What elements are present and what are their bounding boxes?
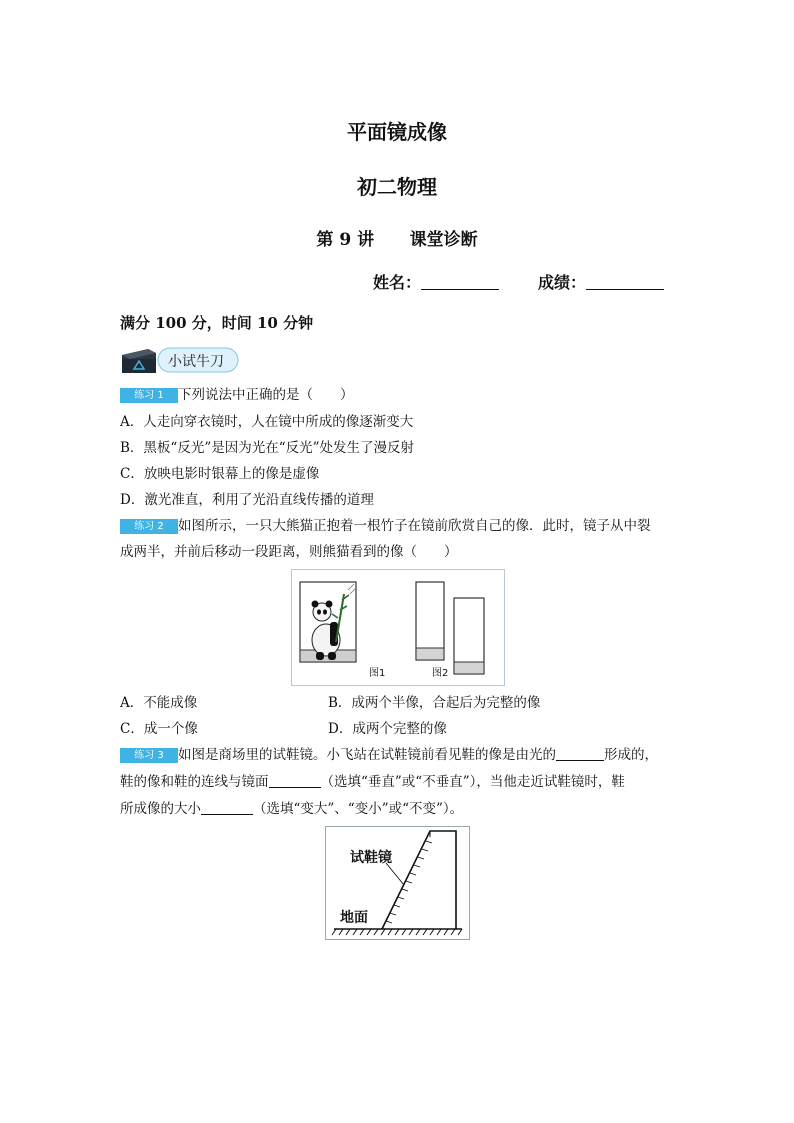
- q3-line2-tail: （选填“垂直”或“不垂直”），当他走近试鞋镜时，鞋: [320, 774, 625, 790]
- q3-line1: [120, 746, 658, 764]
- name-label: 姓名：: [373, 273, 422, 292]
- q1-stem: [120, 386, 354, 404]
- q3-line2: [120, 773, 625, 791]
- ground-label: 地面: [340, 910, 368, 926]
- q2-option-d: D．成两个完整的像: [328, 721, 447, 737]
- page-title: 平面镜成像: [347, 120, 447, 144]
- q3-line3: [120, 800, 463, 818]
- q3-line2-text: 鞋的像和鞋的连线与镜面: [120, 774, 269, 790]
- q2-option-a: A．不能成像: [120, 695, 198, 711]
- lecture-heading: [0, 225, 794, 250]
- lecture-number: 第 9 讲: [316, 230, 375, 250]
- q2-tag: 练习 2: [120, 519, 178, 534]
- q2-stem-text: 如图所示，一只大熊猫正抱着一根竹子在镜前欣赏自己的像．此时，镜子从中裂: [178, 518, 651, 534]
- fig2-label: 图2: [432, 668, 449, 679]
- score-blank[interactable]: [586, 273, 664, 290]
- q3-line1-tail: 形成的，: [604, 747, 658, 763]
- q1-tag: 练习 1: [120, 388, 178, 403]
- q1-stem-text: 下列说法中正确的是（ ）: [178, 387, 354, 403]
- q3-line3-text: 所成像的大小: [120, 801, 201, 817]
- q3-blank-3[interactable]: [201, 800, 253, 815]
- section-badge-label: 小试牛刀: [168, 354, 224, 370]
- mirror-label: 试鞋镜: [350, 850, 392, 866]
- q3-figure: [325, 826, 470, 940]
- score-label: 成绩：: [538, 273, 587, 292]
- q1-option-d: D．激光准直，利用了光沿直线传播的道理: [120, 492, 374, 508]
- q2-option-b: B．成两个半像，合起后为完整的像: [328, 695, 541, 711]
- name-blank[interactable]: [421, 273, 499, 290]
- q3-blank-2[interactable]: [269, 773, 321, 788]
- q3-line3-tail: （选填“变大”、“变小”或“不变”）。: [253, 801, 464, 817]
- q3-blank-1[interactable]: [556, 746, 604, 761]
- q2-stem-line1: [120, 517, 651, 535]
- q1-option-a: A．人走向穿衣镜时，人在镜中所成的像逐渐变大: [120, 414, 414, 430]
- name-score-bar: [373, 270, 664, 293]
- fig1-label: 图1: [369, 668, 386, 679]
- q2-option-c: C．成一个像: [120, 721, 198, 737]
- q2-stem-line2: 成两半，并前后移动一段距离，则熊猫看到的像（ ）: [120, 544, 458, 560]
- q1-option-c: C．放映电影时银幕上的像是虚像: [120, 466, 320, 482]
- exam-info: 满分 100 分，时间 10 分钟: [120, 314, 314, 332]
- q3-line1-text: 如图是商场里的试鞋镜。小飞站在试鞋镜前看见鞋的像是由光的: [178, 747, 556, 763]
- q3-tag: 练习 3: [120, 748, 178, 763]
- q2-figure: [291, 569, 505, 686]
- panda-mirror-figure: [292, 570, 504, 685]
- subject-title: 初二物理: [357, 175, 437, 199]
- q1-option-b: B．黑板“反光”是因为光在“反光”处发生了漫反射: [120, 440, 415, 456]
- lecture-name: 课堂诊断: [409, 230, 478, 250]
